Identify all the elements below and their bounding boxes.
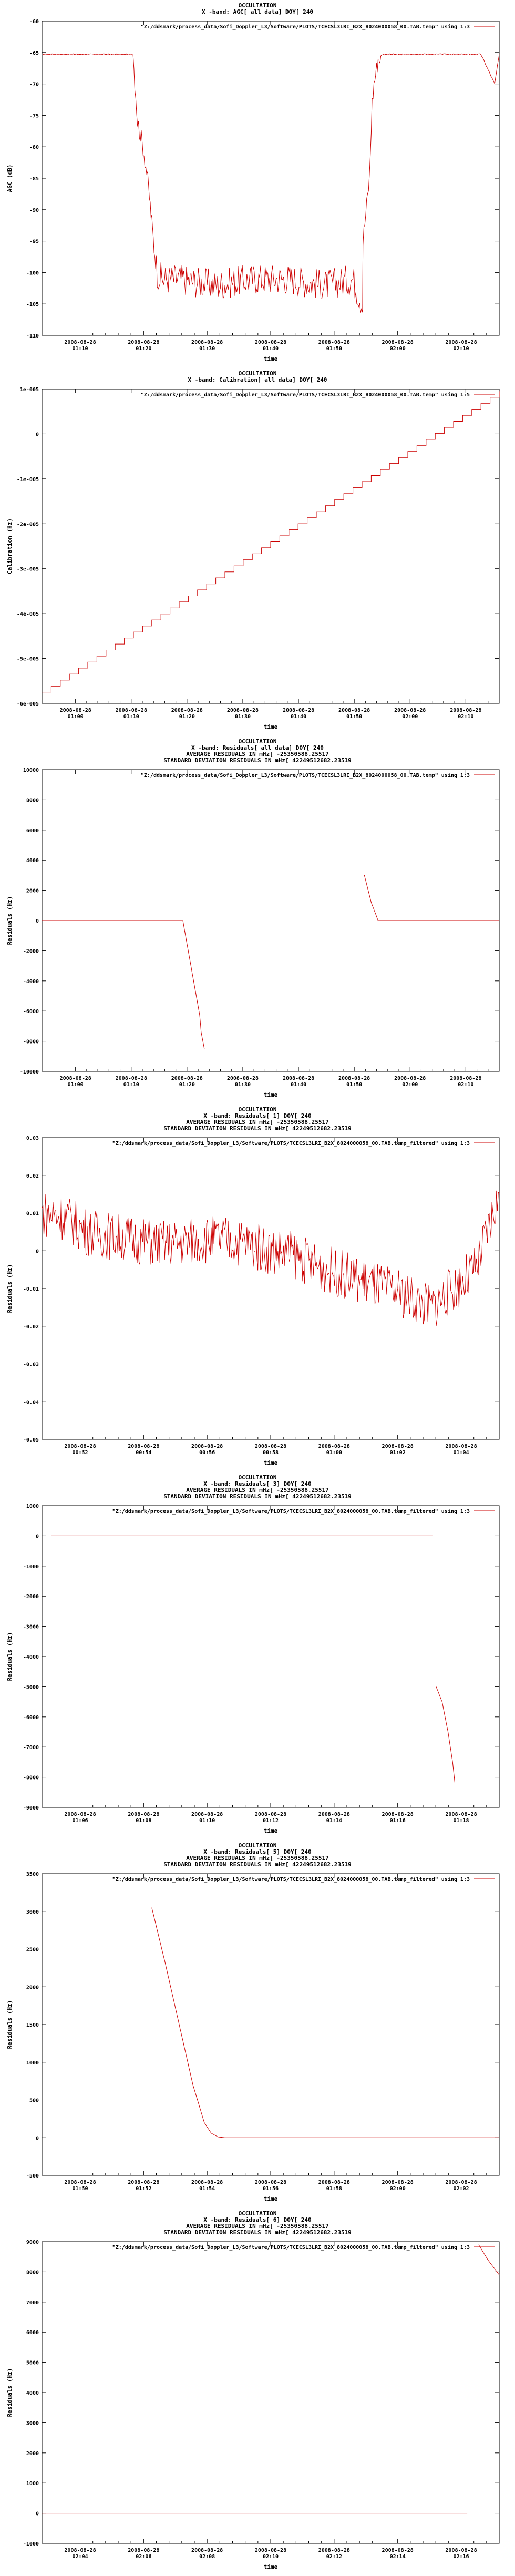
y-tick-label: -0.05 [23,1437,39,1443]
legend-label: "Z:/ddsmark/process_data/Sofi_Doppler_L3/Software/PLOTS/TCECSL3LRI_B2X_8024000058_00.TAB.temp_filtered" using 1:3 [112,1877,470,1883]
legend-label: "Z:/ddsmark/process_data/Sofi_Doppler_L3/Software/PLOTS/TCECSL3LRI_B2X_8024000058_00.TAB.temp_filtered" using 1:3 [112,1509,470,1515]
chart-title-line: AVERAGE RESIDUALS IN mHz[ -25350588.25517 [186,2223,329,2230]
y-tick-label: 0 [35,1534,39,1540]
x-tick-time: 01:18 [453,1818,469,1824]
y-tick-label: -4e-005 [16,611,39,618]
chart-title-line: OCCULTATION [238,370,277,377]
x-axis-label: time [263,1827,278,1834]
x-tick-date: 2008-08-28 [254,1444,287,1449]
x-tick-date: 2008-08-28 [382,340,414,345]
chart-title-line: X -band: Residuals[ 3] DOY[ 240 [203,1480,312,1487]
y-tick-label: -4000 [23,978,39,985]
chart-title-line: X -band: Residuals[ 6] DOY[ 240 [203,2216,312,2223]
y-tick-label: 10000 [23,768,39,773]
x-tick-date: 2008-08-28 [191,340,223,345]
y-tick-label: 2000 [26,888,39,894]
chart-title-line: AVERAGE RESIDUALS IN mHz[ -25350588.25517 [186,1855,329,1862]
y-tick-label: -500 [26,2173,39,2179]
y-tick-label: 0 [35,2135,39,2142]
x-tick-time: 01:50 [346,1082,363,1088]
x-tick-date: 2008-08-28 [128,1812,160,1817]
chart-panel-4 [0,1104,515,1472]
x-tick-date: 2008-08-28 [191,2180,223,2185]
series-line [479,2245,499,2275]
legend-label: "Z:/ddsmark/process_data/Sofi_Doppler_L3/Software/PLOTS/TCECSL3LRI_B2X_8024000058_00.TAB.temp" using 1:5 [140,392,470,398]
x-tick-time: 01:30 [234,714,251,720]
y-tick-label: 0.03 [26,1136,39,1141]
x-tick-time: 01:06 [72,1818,88,1824]
y-tick-label: 0 [35,2511,39,2517]
x-tick-date: 2008-08-28 [318,340,350,345]
x-tick-date: 2008-08-28 [318,2548,350,2553]
y-tick-label: 2000 [26,1985,39,1991]
y-tick-label: -90 [29,207,39,213]
x-tick-time: 01:50 [72,2186,88,2192]
y-tick-label: -1e-005 [16,476,39,483]
chart-title-line: X -band: AGC[ all data] DOY[ 240 [202,8,313,15]
y-tick-label: 6000 [26,827,39,834]
x-axis-label: time [263,2563,278,2570]
y-tick-label: 0 [35,1249,39,1255]
y-tick-label: -110 [26,333,39,339]
chart-title-line: AVERAGE RESIDUALS IN mHz[ -25350588.25517 [186,751,329,758]
x-tick-time: 01:14 [326,1818,342,1824]
x-tick-time: 01:16 [389,1818,406,1824]
x-tick-time: 01:00 [67,1082,84,1088]
y-tick-label: -105 [26,302,39,308]
plot-frame [42,1138,499,1439]
y-tick-label: -1000 [23,2541,39,2547]
chart-title-line: OCCULTATION [238,1842,277,1849]
x-tick-time: 02:10 [262,2554,279,2560]
x-tick-date: 2008-08-28 [445,340,477,345]
x-tick-time: 01:08 [136,1818,152,1824]
y-tick-label: 5000 [26,2360,39,2366]
y-tick-label: -2000 [23,948,39,955]
chart-title-line: OCCULTATION [238,1474,277,1481]
chart-panel-7 [0,2208,515,2576]
x-tick-time: 01:40 [290,1082,307,1088]
x-tick-date: 2008-08-28 [445,1444,477,1449]
plot-frame [42,2242,499,2543]
y-tick-label: -3000 [23,1624,39,1630]
y-tick-label: 0.02 [26,1173,39,1179]
y-tick-label: 3500 [26,1872,39,1877]
x-tick-date: 2008-08-28 [254,2548,287,2553]
x-tick-time: 01:10 [199,1818,215,1824]
x-tick-time: 01:00 [67,714,84,720]
y-axis-label: AGC (dB) [6,164,13,192]
y-tick-label: -70 [29,81,39,88]
y-tick-label: 3000 [26,2420,39,2427]
y-tick-label: -3e-005 [16,566,39,573]
y-tick-label: 1000 [26,2481,39,2487]
y-tick-label: 2000 [26,2450,39,2457]
x-tick-date: 2008-08-28 [64,1444,96,1449]
x-tick-date: 2008-08-28 [59,1076,91,1081]
x-tick-date: 2008-08-28 [394,708,426,713]
y-tick-label: 500 [29,2098,39,2104]
x-tick-time: 01:10 [123,714,139,720]
x-tick-date: 2008-08-28 [191,2548,223,2553]
x-tick-date: 2008-08-28 [191,1444,223,1449]
chart-title-line: STANDARD DEVIATION RESIDUALS IN mHz[ 42249512682.23519 [163,2229,352,2236]
x-tick-date: 2008-08-28 [282,708,315,713]
x-tick-date: 2008-08-28 [171,708,203,713]
x-tick-date: 2008-08-28 [64,2548,96,2553]
chart-title-line: X -band: Residuals[ 5] DOY[ 240 [203,1848,312,1855]
x-tick-time: 01:12 [262,1818,279,1824]
y-tick-label: 4000 [26,858,39,864]
y-tick-label: 1000 [26,1504,39,1509]
y-tick-label: 0 [35,918,39,924]
y-tick-label: -1000 [23,1563,39,1570]
y-tick-label: 8000 [26,798,39,804]
x-tick-time: 01:50 [346,714,363,720]
chart-title-line: STANDARD DEVIATION RESIDUALS IN mHz[ 42249512682.23519 [163,757,352,764]
chart-title-line: OCCULTATION [238,1106,277,1113]
x-tick-date: 2008-08-28 [318,2180,350,2185]
x-tick-time: 01:00 [326,1450,342,1456]
series-line [42,1191,499,1326]
y-axis-label: Residuals (Hz) [6,2368,13,2417]
x-tick-time: 01:20 [179,1082,195,1088]
y-tick-label: -6e-005 [16,701,39,707]
y-tick-label: 0.01 [26,1211,39,1217]
x-tick-time: 02:12 [326,2554,342,2560]
y-tick-label: 6000 [26,2330,39,2336]
x-tick-time: 00:52 [72,1450,88,1456]
x-tick-time: 01:02 [389,1450,406,1456]
x-tick-date: 2008-08-28 [382,1812,414,1817]
x-tick-date: 2008-08-28 [226,708,259,713]
x-tick-date: 2008-08-28 [445,1812,477,1817]
x-tick-time: 02:16 [453,2554,469,2560]
y-tick-label: -7000 [23,1745,39,1751]
x-tick-time: 01:10 [72,346,88,352]
x-axis-label: time [263,1091,278,1098]
x-tick-date: 2008-08-28 [254,2180,287,2185]
y-tick-label: -5000 [23,1684,39,1691]
x-tick-time: 01:10 [123,1082,139,1088]
y-axis-label: Residuals (Hz) [6,1264,13,1313]
x-tick-date: 2008-08-28 [64,2180,96,2185]
x-tick-time: 01:20 [179,714,195,720]
legend-label: "Z:/ddsmark/process_data/Sofi_Doppler_L3/Software/PLOTS/TCECSL3LRI_B2X_8024000058_00.TAB.temp" using 1:3 [140,773,470,779]
x-tick-time: 02:02 [453,2186,469,2192]
x-tick-date: 2008-08-28 [64,1812,96,1817]
x-tick-date: 2008-08-28 [338,1076,370,1081]
y-tick-label: -5e-005 [16,656,39,662]
x-tick-date: 2008-08-28 [128,340,160,345]
x-tick-time: 02:00 [402,714,418,720]
x-tick-time: 01:20 [136,346,152,352]
y-tick-label: -75 [29,113,39,119]
x-tick-date: 2008-08-28 [128,2548,160,2553]
x-tick-date: 2008-08-28 [445,2180,477,2185]
x-tick-time: 00:56 [199,1450,215,1456]
x-tick-time: 01:50 [326,346,342,352]
y-tick-label: -0.02 [23,1324,39,1330]
series-line [42,391,499,692]
x-tick-time: 01:30 [199,346,215,352]
x-tick-time: 00:54 [136,1450,152,1456]
plot-frame [42,1506,499,1807]
y-tick-label: -0.04 [23,1399,39,1406]
x-tick-date: 2008-08-28 [59,708,91,713]
y-tick-label: -10000 [19,1069,39,1075]
y-tick-label: 1e-005 [19,387,39,393]
plot-frame [42,1874,499,2175]
y-tick-label: -0.01 [23,1286,39,1292]
y-tick-label: -80 [29,145,39,151]
chart-panel-3 [0,736,515,1104]
x-tick-time: 02:10 [458,1082,474,1088]
x-tick-date: 2008-08-28 [318,1444,350,1449]
chart-panel-2 [0,368,515,736]
x-tick-date: 2008-08-28 [115,708,147,713]
legend-label: "Z:/ddsmark/process_data/Sofi_Doppler_L3/Software/PLOTS/TCECSL3LRI_B2X_8024000058_00.TAB.temp_filtered" using 1:3 [112,2245,470,2251]
y-tick-label: -0.03 [23,1362,39,1368]
chart-title-line: OCCULTATION [238,2210,277,2217]
y-tick-label: 8000 [26,2270,39,2276]
x-tick-time: 02:10 [453,346,469,352]
x-tick-time: 01:40 [290,714,307,720]
y-tick-label: 3000 [26,1909,39,1915]
x-tick-date: 2008-08-28 [382,2548,414,2553]
y-tick-label: -6000 [23,1009,39,1015]
chart-title-line: STANDARD DEVIATION RESIDUALS IN mHz[ 42249512682.23519 [163,1861,352,1868]
y-tick-label: 0 [35,432,39,438]
chart-title-line: AVERAGE RESIDUALS IN mHz[ -25350588.25517 [186,1487,329,1494]
x-tick-time: 02:00 [402,1082,418,1088]
y-tick-label: -8000 [23,1039,39,1045]
x-tick-time: 02:14 [389,2554,406,2560]
legend-label: "Z:/ddsmark/process_data/Sofi_Doppler_L3/Software/PLOTS/TCECSL3LRI_B2X_8024000058_00.TAB.temp_filtered" using 1:3 [112,1141,470,1147]
x-tick-date: 2008-08-28 [338,708,370,713]
x-tick-time: 02:06 [136,2554,152,2560]
y-tick-label: 1000 [26,2060,39,2066]
x-tick-time: 02:00 [389,346,406,352]
chart-title-line: X -band: Residuals[ all data] DOY[ 240 [191,744,324,751]
y-tick-label: -60 [29,19,39,25]
y-tick-label: -65 [29,50,39,56]
x-tick-date: 2008-08-28 [382,2180,414,2185]
y-tick-label: -6000 [23,1714,39,1721]
legend-label: "Z:/ddsmark/process_data/Sofi_Doppler_L3/Software/PLOTS/TCECSL3LRI_B2X_8024000058_00.TAB.temp" using 1:3 [140,24,470,30]
x-tick-time: 01:40 [262,346,279,352]
x-tick-time: 02:00 [389,2186,406,2192]
x-tick-time: 01:52 [136,2186,152,2192]
y-axis-label: Residuals (Hz) [6,1632,13,1681]
x-tick-date: 2008-08-28 [226,1076,259,1081]
x-tick-time: 02:10 [458,714,474,720]
x-tick-date: 2008-08-28 [128,2180,160,2185]
chart-title-line: X -band: Residuals[ 1] DOY[ 240 [203,1112,312,1119]
chart-title-line: OCCULTATION [238,2,277,9]
x-tick-date: 2008-08-28 [282,1076,315,1081]
series-line [42,921,204,1049]
y-tick-label: -9000 [23,1805,39,1811]
y-tick-label: 1500 [26,2022,39,2028]
x-tick-date: 2008-08-28 [254,340,287,345]
y-axis-label: Residuals (Hz) [6,896,13,945]
series-line [436,1686,455,1783]
y-tick-label: -4000 [23,1654,39,1660]
y-tick-label: 9000 [26,2240,39,2245]
x-tick-date: 2008-08-28 [318,1812,350,1817]
y-axis-label: Residuals (Hz) [6,2000,13,2049]
x-tick-date: 2008-08-28 [382,1444,414,1449]
x-tick-date: 2008-08-28 [450,1076,482,1081]
x-tick-time: 01:04 [453,1450,469,1456]
x-tick-time: 02:08 [199,2554,215,2560]
y-tick-label: -95 [29,239,39,245]
x-tick-time: 01:30 [234,1082,251,1088]
y-tick-label: -8000 [23,1775,39,1781]
y-axis-label: Calibration (Hz) [6,518,13,574]
series-line [364,875,499,921]
x-tick-date: 2008-08-28 [191,1812,223,1817]
y-tick-label: 2500 [26,1947,39,1953]
x-axis-label: time [263,355,278,362]
x-tick-time: 01:54 [199,2186,215,2192]
x-tick-date: 2008-08-28 [64,340,96,345]
y-tick-label: 4000 [26,2390,39,2396]
x-tick-date: 2008-08-28 [128,1444,160,1449]
x-tick-date: 2008-08-28 [394,1076,426,1081]
x-tick-time: 02:04 [72,2554,88,2560]
x-axis-label: time [263,723,278,730]
x-tick-time: 00:58 [262,1450,279,1456]
x-tick-date: 2008-08-28 [254,1812,287,1817]
y-tick-label: 7000 [26,2299,39,2306]
x-tick-date: 2008-08-28 [450,708,482,713]
chart-panel-5 [0,1472,515,1840]
x-tick-time: 01:56 [262,2186,279,2192]
x-tick-date: 2008-08-28 [171,1076,203,1081]
chart-title-line: STANDARD DEVIATION RESIDUALS IN mHz[ 42249512682.23519 [163,1493,352,1500]
series-line [42,54,499,313]
chart-panel-6 [0,1840,515,2208]
chart-title-line: X -band: Calibration[ all data] DOY[ 240 [188,376,327,383]
x-axis-label: time [263,2195,278,2202]
x-tick-time: 01:58 [326,2186,342,2192]
series-line [152,1908,499,2138]
y-tick-label: -2e-005 [16,522,39,528]
chart-title-line: OCCULTATION [238,738,277,745]
chart-title-line: AVERAGE RESIDUALS IN mHz[ -25350588.25517 [186,1119,329,1126]
x-tick-date: 2008-08-28 [445,2548,477,2553]
chart-title-line: STANDARD DEVIATION RESIDUALS IN mHz[ 42249512682.23519 [163,1125,352,1132]
y-tick-label: -100 [26,270,39,277]
y-tick-label: -85 [29,176,39,182]
x-tick-date: 2008-08-28 [115,1076,147,1081]
y-tick-label: -2000 [23,1594,39,1600]
x-axis-label: time [263,1459,278,1466]
chart-panel-1 [0,0,515,368]
